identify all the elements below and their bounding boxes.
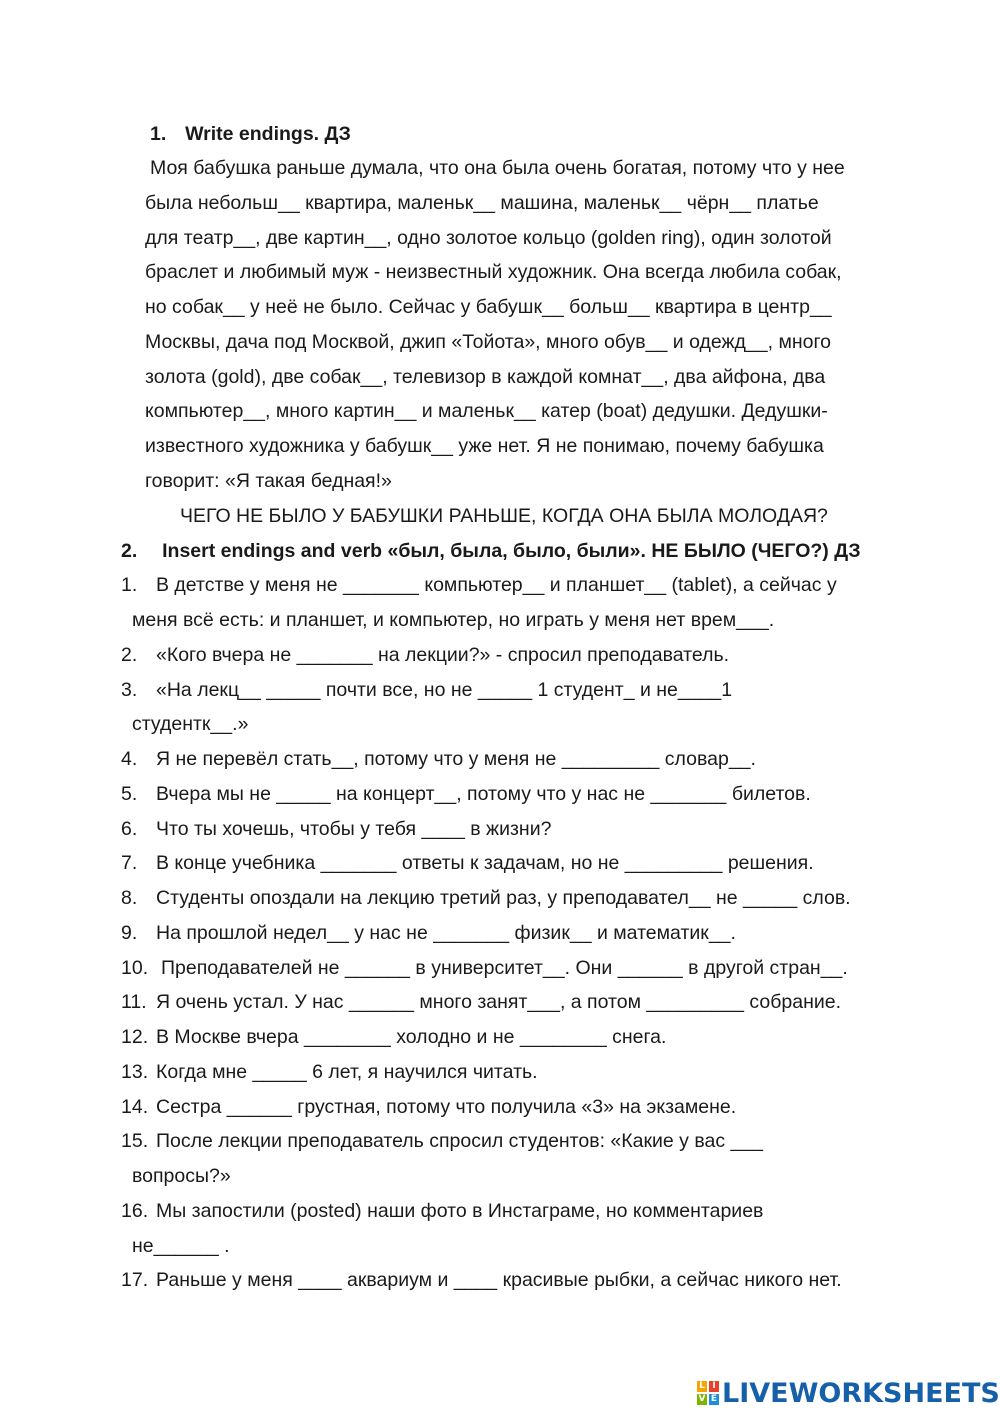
- exercise-line: Сестра ______ грустная, потому что получила «3» на экзамене.: [156, 1096, 737, 1118]
- logo-letter: E: [710, 1394, 718, 1404]
- exercise-line: студентк__.»: [132, 713, 249, 735]
- task1-text-line: говорит: «Я такая бедная!»: [145, 470, 392, 492]
- liveworksheets-logo[interactable]: [697, 1376, 1000, 1410]
- logo-text: LIVEWORKSHEETS: [722, 1377, 1000, 1409]
- exercise-line: Когда мне _____ 6 лет, я научился читать.: [156, 1061, 538, 1083]
- task1-text-line: компьютер__, много картин__ и маленьк__ катер (boat) дедушки. Дедушки-: [145, 400, 828, 422]
- exercise-number: 6.: [121, 818, 138, 840]
- exercise-line: Раньше у меня ____ аквариум и ____ красивые рыбки, а сейчас никого нет.: [156, 1269, 842, 1291]
- exercise-line: Преподавателей не ______ в университет__. Они ______ в другой стран__.: [161, 957, 848, 979]
- exercise-number: 13.: [121, 1061, 149, 1083]
- exercise-line: Вчера мы не _____ на концерт__, потому что у нас не _______ билетов.: [156, 783, 811, 805]
- task1-text-line: Моя бабушка раньше думала, что она была очень богатая, потому что у нее: [150, 157, 845, 179]
- task1-text-line: но собак__ у неё не было. Сейчас у бабушк__ больш__ квартира в центр__: [145, 296, 832, 318]
- exercise-line: Я не перевёл стать__, потому что у меня не _________ словар__.: [156, 748, 756, 770]
- exercise-line: меня всё есть: и планшет, и компьютер, но играть у меня нет врем___.: [132, 609, 775, 631]
- exercise-number: 7.: [121, 852, 138, 874]
- exercise-line: Студенты опоздали на лекцию третий раз, у преподавател__ не _____ слов.: [156, 887, 851, 909]
- exercise-number: 9.: [121, 922, 138, 944]
- exercise-number: 5.: [121, 783, 138, 805]
- task2-number: 2.: [121, 540, 138, 562]
- task1-text-line: была небольш__ квартира, маленьк__ машина, маленьк__ чёрн__ платье: [145, 192, 819, 214]
- exercise-line: В Москве вчера ________ холодно и не ________ снега.: [156, 1026, 667, 1048]
- exercise-number: 1.: [121, 574, 138, 596]
- task1-text-line: золота (gold), две собак__, телевизор в каждой комнат__, два айфона, два: [145, 366, 826, 388]
- logo-letter: V: [698, 1394, 706, 1404]
- exercise-number: 15.: [121, 1130, 149, 1152]
- exercise-line: Что ты хочешь, чтобы у тебя ____ в жизни?: [156, 818, 552, 840]
- task1-question: ЧЕГО НЕ БЫЛО У БАБУШКИ РАНЬШЕ, КОГДА ОНА БЫЛА МОЛОДАЯ?: [180, 505, 828, 527]
- task1-header: [150, 122, 351, 146]
- exercise-line: После лекции преподаватель спросил студентов: «Какие у вас ___: [156, 1130, 764, 1152]
- logo-mark-icon: [697, 1381, 719, 1405]
- exercise-line: Мы запостили (posted) наши фото в Инстаграме, но комментариев: [156, 1200, 764, 1222]
- exercise-line: «Кого вчера не _______ на лекции?» - спросил преподаватель.: [156, 644, 730, 666]
- exercise-line: не______ .: [132, 1235, 230, 1257]
- exercise-number: 4.: [121, 748, 138, 770]
- exercise-line: В детстве у меня не _______ компьютер__ и планшет__ (tablet), а сейчас у: [156, 574, 837, 596]
- exercise-number: 16.: [121, 1200, 149, 1222]
- exercise-number: 10.: [121, 957, 149, 979]
- task1-text-line: Москвы, дача под Москвой, джип «Тойота», много обув__ и одежд__, много: [145, 331, 832, 353]
- exercise-number: 11.: [121, 991, 147, 1013]
- exercise-line: В конце учебника _______ ответы к задачам, но не _________ решения.: [156, 852, 814, 874]
- exercise-number: 17.: [121, 1269, 149, 1291]
- logo-letter: I: [709, 1381, 719, 1392]
- exercise-line: На прошлой недел__ у нас не _______ физик__ и математик__.: [156, 922, 736, 944]
- task1-text-line: браслет и любимый муж - неизвестный художник. Она всегда любила собак,: [145, 261, 842, 283]
- exercise-line: «На лекц__ _____ почти все, но не _____ 1 студент_ и не____1: [156, 679, 733, 701]
- exercise-number: 12.: [121, 1026, 149, 1048]
- exercise-number: 3.: [121, 679, 138, 701]
- task1-title: Write endings. ДЗ: [185, 123, 351, 145]
- task1-number: 1.: [150, 123, 167, 145]
- exercise-line: вопросы?»: [132, 1165, 231, 1187]
- exercise-line: Я очень устал. У нас ______ много занят___, а потом _________ собрание.: [156, 991, 842, 1013]
- exercise-number: 8.: [121, 887, 138, 909]
- exercise-number: 2.: [121, 644, 138, 666]
- exercise-number: 14.: [121, 1096, 149, 1118]
- task2-header: [121, 539, 861, 563]
- task1-text-line: известного художника у бабушк__ уже нет. Я не понимаю, почему бабушка: [145, 435, 824, 457]
- task1-text-line: для театр__, две картин__, одно золотое кольцо (golden ring), один золотой: [145, 227, 832, 249]
- task2-title: Insert endings and verb «был, была, было, были». НЕ БЫЛО (ЧЕГО?) ДЗ: [162, 540, 861, 562]
- logo-letter: L: [697, 1381, 707, 1392]
